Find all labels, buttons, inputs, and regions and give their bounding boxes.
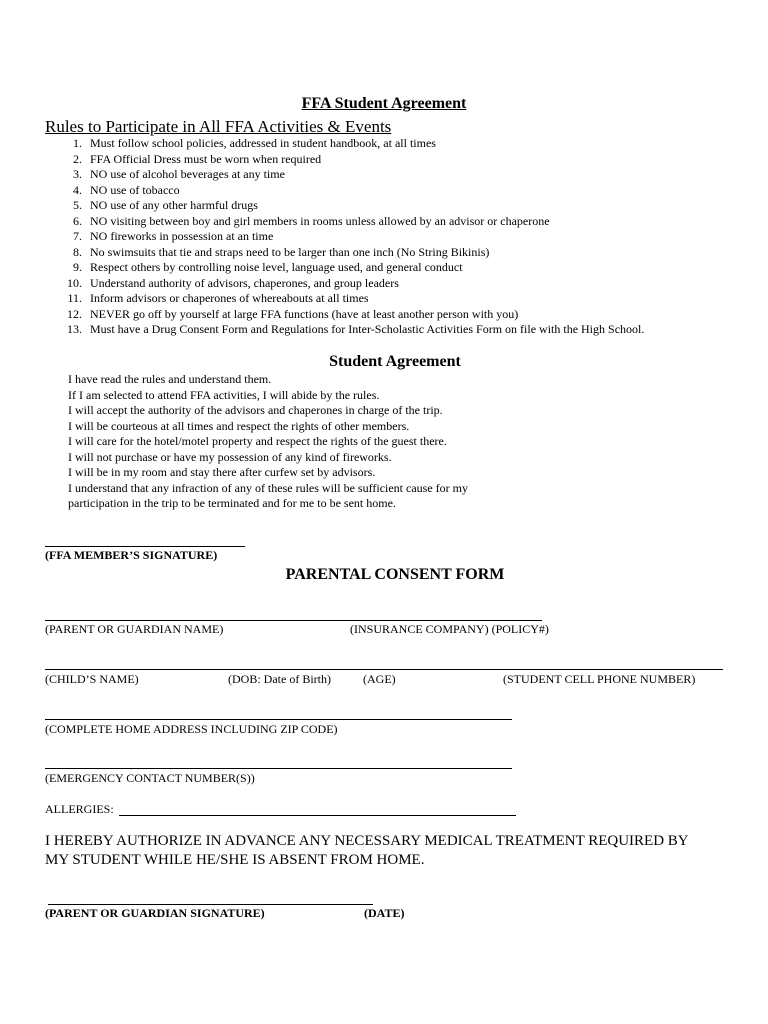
allergies-label: ALLERGIES: (45, 802, 114, 816)
allergies-line[interactable] (119, 815, 516, 816)
agreement-line: I will be courteous at all times and respect the rights of other members. (68, 418, 410, 433)
rule-text: FFA Official Dress must be worn when required (90, 151, 322, 166)
rule-number: 4. (73, 182, 82, 197)
rule-text: NEVER go off by yourself at large FFA functions (have at least another person with you) (90, 306, 519, 321)
list-item (0, 322, 644, 338)
emergency-label: (EMERGENCY CONTACT NUMBER(S)) (45, 771, 255, 785)
authorization-statement (45, 832, 689, 870)
address-line[interactable] (45, 719, 512, 720)
member-signature-line[interactable] (45, 546, 245, 547)
rule-number: 10. (67, 275, 82, 290)
rule-number: 11. (67, 291, 82, 305)
rules-heading: Rules to Participate in All FFA Activities & Events (45, 117, 392, 136)
agreement-line: I understand that any infraction of any of these rules will be sufficient cause for my (68, 480, 468, 495)
list-item (0, 291, 644, 307)
dob-label: (DOB: Date of Birth) (228, 672, 331, 686)
child-name-label: (CHILD’S NAME) (45, 672, 139, 686)
member-signature-label: (FFA MEMBER’S SIGNATURE) (45, 548, 218, 562)
child-info-line[interactable] (45, 669, 723, 670)
agreement-line: If I am selected to attend FFA activities, I will abide by the rules. (68, 387, 380, 402)
authorization-line: I HEREBY AUTHORIZE IN ADVANCE ANY NECESSARY MEDICAL TREATMENT REQUIRED BY (45, 833, 689, 849)
student-agreement-heading: Student Agreement (329, 353, 461, 370)
rule-number: 5. (73, 198, 82, 212)
agreement-line: participation in the trip to be terminated and for me to be sent home. (68, 496, 396, 510)
rule-number: 8. (73, 244, 82, 259)
rule-number: 2. (73, 151, 82, 166)
agreement-line: I have read the rules and understand them. (68, 372, 272, 386)
rule-text: NO use of any other harmful drugs (90, 198, 258, 212)
rule-text: Understand authority of advisors, chaperones, and group leaders (90, 275, 399, 290)
list-item (0, 214, 644, 230)
list-item (0, 245, 644, 261)
rule-text: Must follow school policies, addressed in student handbook, at all times (90, 136, 436, 150)
rule-number: 13. (67, 322, 82, 336)
parent-signature-line[interactable] (48, 904, 373, 905)
list-item (0, 152, 644, 168)
list-item (0, 136, 644, 152)
agreement-line: I will not purchase or have my possession of any kind of fireworks. (68, 449, 392, 464)
age-label: (AGE) (363, 672, 396, 686)
emergency-line[interactable] (45, 768, 512, 769)
authorization-line: MY STUDENT WHILE HE/SHE IS ABSENT FROM HOME. (45, 852, 425, 868)
agreement-line: I will care for the hotel/motel property and respect the rights of the guest there. (68, 434, 447, 448)
agreement-text (68, 372, 468, 512)
list-item (0, 260, 644, 276)
agreement-line: I will be in my room and stay there after curfew set by advisors. (68, 465, 376, 479)
agreement-line: I will accept the authority of the advisors and chaperones in charge of the trip. (68, 403, 443, 417)
rule-number: 12. (67, 306, 82, 321)
rule-text: NO use of tobacco (90, 182, 180, 197)
rule-text: Respect others by controlling noise level, language used, and general conduct (90, 260, 463, 274)
rule-text: NO visiting between boy and girl members in rooms unless allowed by an advisor or chaperone (90, 213, 550, 228)
insurance-label: (INSURANCE COMPANY) (POLICY#) (350, 622, 549, 636)
list-item (0, 167, 644, 183)
rule-text: NO use of alcohol beverages at any time (90, 167, 285, 181)
list-item (0, 183, 644, 199)
rule-text: NO fireworks in possession at an time (90, 229, 274, 243)
rule-number: 9. (73, 260, 82, 274)
rule-number: 3. (73, 167, 82, 181)
document-title: FFA Student Agreement (301, 95, 467, 112)
list-item (0, 229, 644, 245)
list-item (0, 307, 644, 323)
rule-number: 1. (73, 136, 82, 150)
address-label: (COMPLETE HOME ADDRESS INCLUDING ZIP CODE) (45, 722, 338, 736)
list-item (0, 198, 644, 214)
rule-text: No swimsuits that tie and straps need to be larger than one inch (No String Bikinis) (90, 244, 490, 259)
list-item (0, 276, 644, 292)
rule-number: 7. (73, 229, 82, 243)
rules-list (0, 136, 644, 338)
rule-text: Inform advisors or chaperones of whereabouts at all times (90, 291, 369, 305)
date-label: (DATE) (364, 906, 405, 920)
rule-text: Must have a Drug Consent Form and Regulations for Inter-Scholastic Activities Form on file with the High School. (90, 322, 645, 336)
parent-name-insurance-line[interactable] (45, 620, 542, 621)
cell-phone-label: (STUDENT CELL PHONE NUMBER) (503, 672, 696, 686)
rule-number: 6. (73, 213, 82, 228)
parent-name-label: (PARENT OR GUARDIAN NAME) (45, 622, 224, 636)
parent-signature-label: (PARENT OR GUARDIAN SIGNATURE) (45, 906, 265, 920)
consent-form-heading: PARENTAL CONSENT FORM (285, 566, 505, 583)
